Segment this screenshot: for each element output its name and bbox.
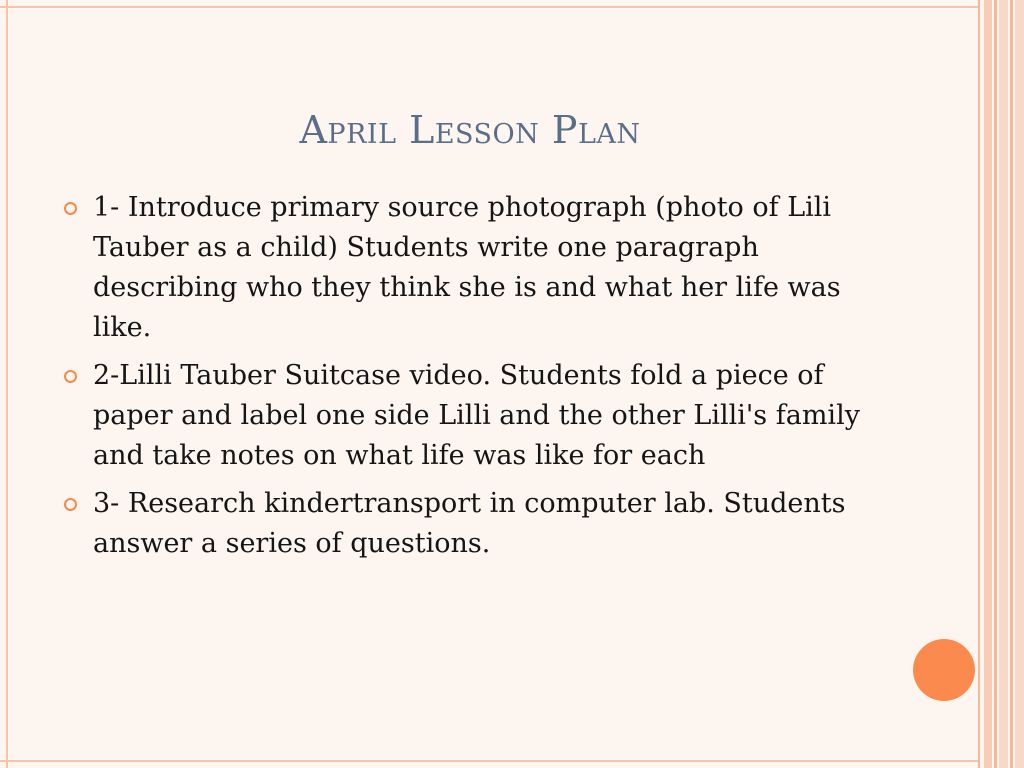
- bullet-item: [62, 484, 882, 564]
- bullet-text: 3- Research kindertransport in computer lab. Students answer a series of questions.: [93, 488, 846, 559]
- decorative-stripe: [994, 0, 997, 768]
- decorative-circle: [913, 639, 975, 701]
- frame-bottom-line: [0, 760, 980, 762]
- slide-title: April Lesson Plan: [299, 108, 641, 152]
- bullet-text: 1- Introduce primary source photograph (photo of Lili Tauber as a child) Students write one paragraph describing who they think she is and what her life was like.: [93, 192, 841, 343]
- decorative-stripe: [1015, 0, 1024, 768]
- bullet-circle-icon: [64, 202, 77, 215]
- frame-top-line: [0, 6, 980, 8]
- decorative-stripe: [1010, 0, 1013, 768]
- bullet-item: [62, 356, 882, 476]
- bullet-circle-icon: [64, 498, 77, 511]
- bullet-list: [62, 188, 882, 572]
- decorative-stripe: [999, 0, 1008, 768]
- decorative-stripe: [984, 0, 992, 768]
- bullet-circle-icon: [64, 370, 77, 383]
- bullet-text: 2-Lilli Tauber Suitcase video. Students fold a piece of paper and label one side Lilli and the other Lilli's family and take notes on what life was like for each: [93, 360, 860, 471]
- decorative-stripe: [978, 0, 980, 768]
- bullet-item: [62, 188, 882, 348]
